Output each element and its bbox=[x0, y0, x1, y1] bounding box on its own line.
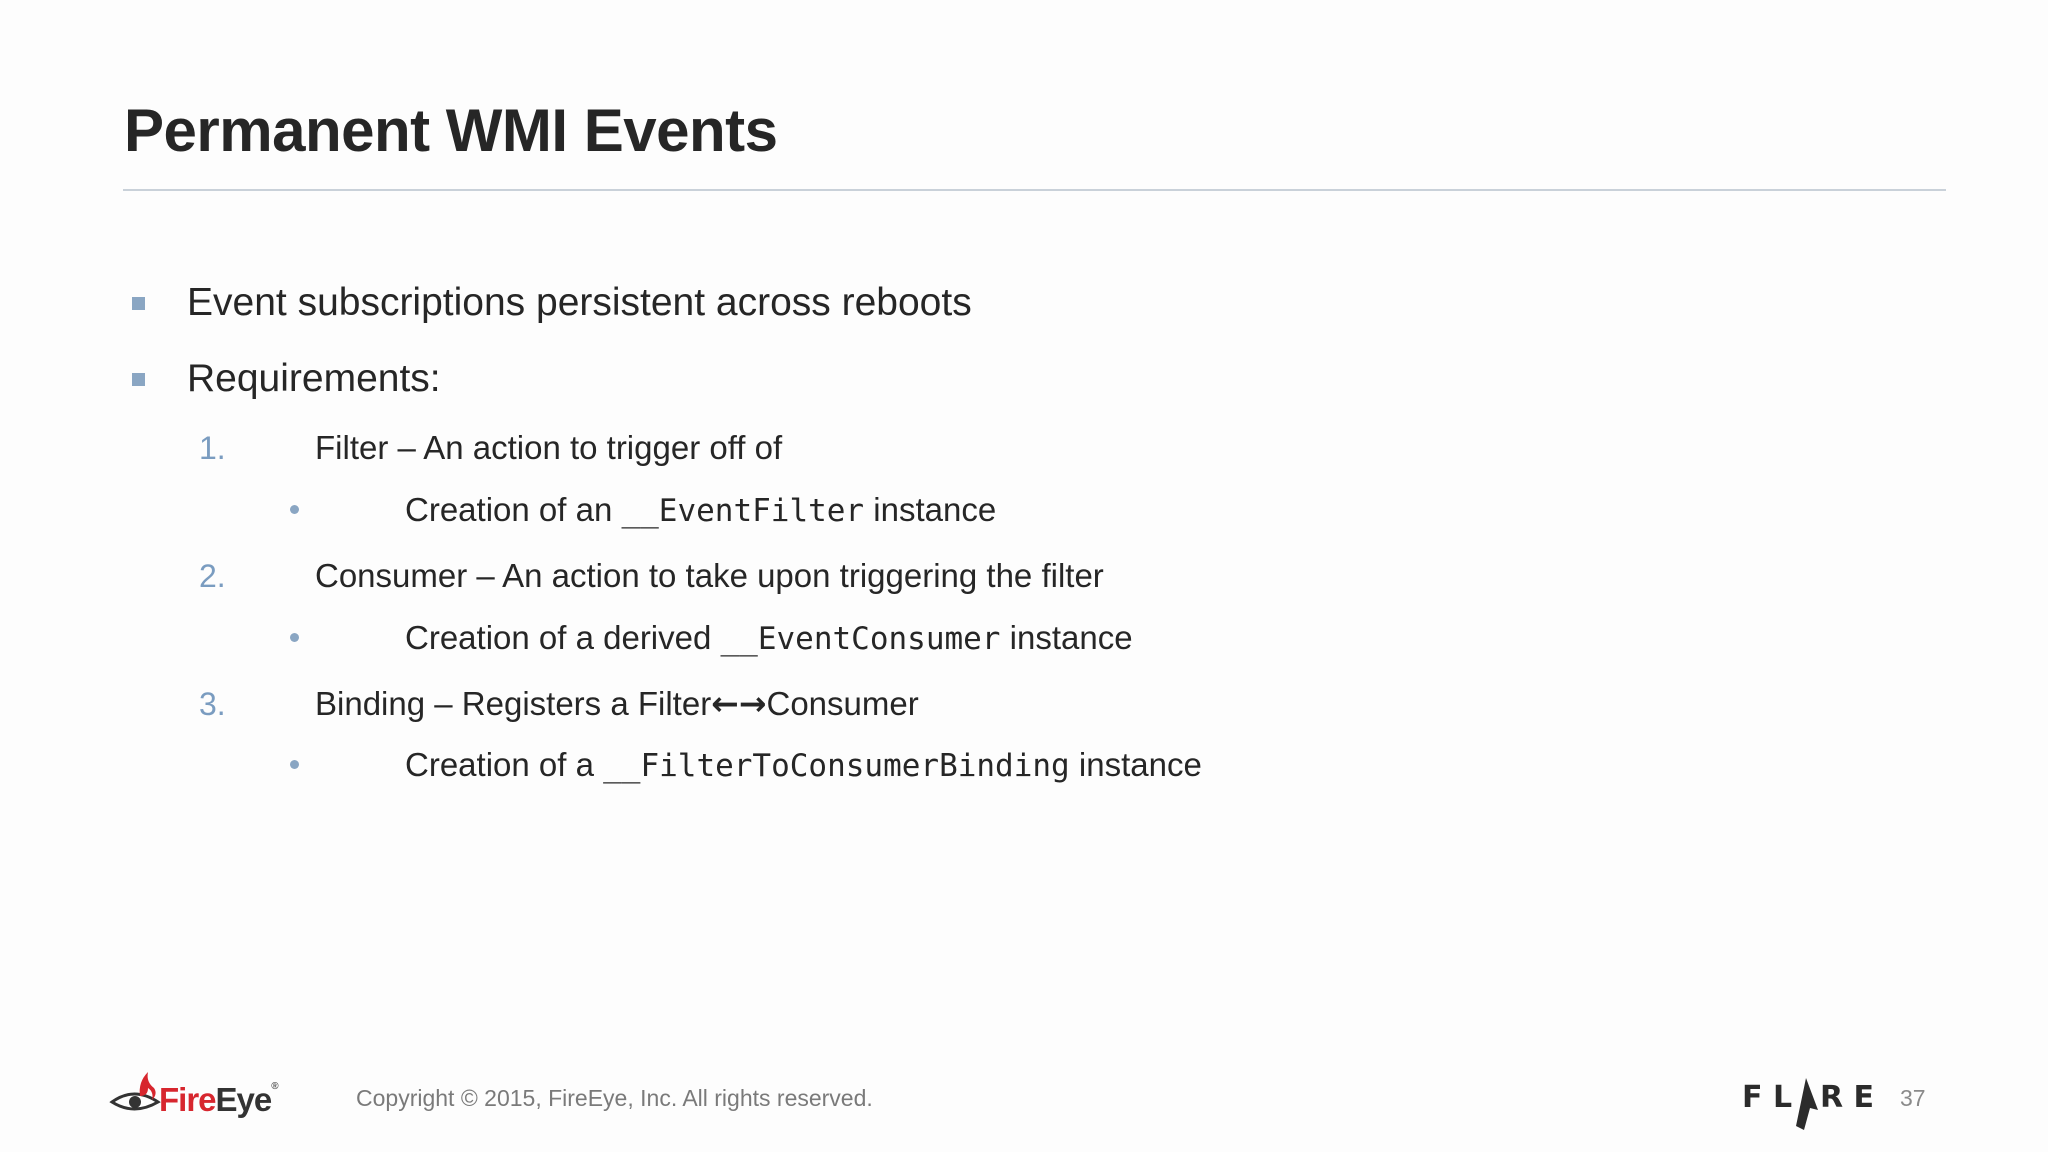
title-divider bbox=[123, 189, 1946, 191]
flare-logo-icon bbox=[1740, 1070, 1880, 1132]
code-filter-to-consumer-binding: __FilterToConsumerBinding bbox=[603, 748, 1070, 784]
dot-bullet-icon bbox=[290, 505, 299, 514]
square-bullet-icon bbox=[132, 297, 145, 310]
fireeye-wordmark bbox=[159, 1081, 278, 1119]
square-bullet-icon bbox=[132, 373, 145, 386]
requirement-consumer: Consumer – An action to take upon triggering the filter bbox=[315, 557, 1104, 594]
bullet-event-subscriptions: Event subscriptions persistent across reboots bbox=[187, 281, 972, 324]
bidirectional-arrow-icon: ←→ bbox=[711, 684, 767, 723]
requirement-filter-detail bbox=[405, 491, 996, 529]
detail-prefix: Creation of a bbox=[405, 746, 604, 783]
binding-suffix: Consumer bbox=[766, 685, 919, 722]
requirement-binding bbox=[315, 684, 919, 723]
trademark-mark: ® bbox=[271, 1081, 278, 1092]
requirement-consumer-detail bbox=[405, 619, 1133, 657]
fireeye-wordmark-fire: Fire bbox=[159, 1081, 216, 1118]
flare-logo-re: R E bbox=[1820, 1080, 1875, 1115]
detail-suffix: instance bbox=[864, 491, 997, 528]
dot-bullet-icon bbox=[290, 633, 299, 642]
detail-prefix: Creation of an bbox=[405, 491, 622, 528]
bullet-requirements: Requirements: bbox=[187, 357, 441, 400]
detail-suffix: instance bbox=[1000, 619, 1133, 656]
page-number: 37 bbox=[1900, 1085, 1926, 1111]
detail-suffix: instance bbox=[1069, 746, 1202, 783]
slide-title: Permanent WMI Events bbox=[124, 97, 778, 164]
requirement-number: 1. bbox=[199, 430, 226, 466]
dot-bullet-icon bbox=[290, 760, 299, 769]
detail-prefix: Creation of a derived bbox=[405, 619, 721, 656]
requirement-binding-detail bbox=[405, 746, 1202, 784]
requirement-filter: Filter – An action to trigger off of bbox=[315, 429, 783, 466]
requirement-number: 2. bbox=[199, 558, 226, 594]
binding-prefix: Binding – Registers a Filter bbox=[315, 685, 712, 722]
requirement-number: 3. bbox=[199, 686, 226, 722]
fireeye-wordmark-eye: Eye bbox=[215, 1081, 272, 1118]
code-event-filter: __EventFilter bbox=[621, 493, 865, 529]
flare-logo-fl: F L bbox=[1742, 1080, 1793, 1115]
copyright-text: Copyright © 2015, FireEye, Inc. All rights reserved. bbox=[356, 1085, 873, 1111]
code-event-consumer: __EventConsumer bbox=[720, 621, 1001, 657]
